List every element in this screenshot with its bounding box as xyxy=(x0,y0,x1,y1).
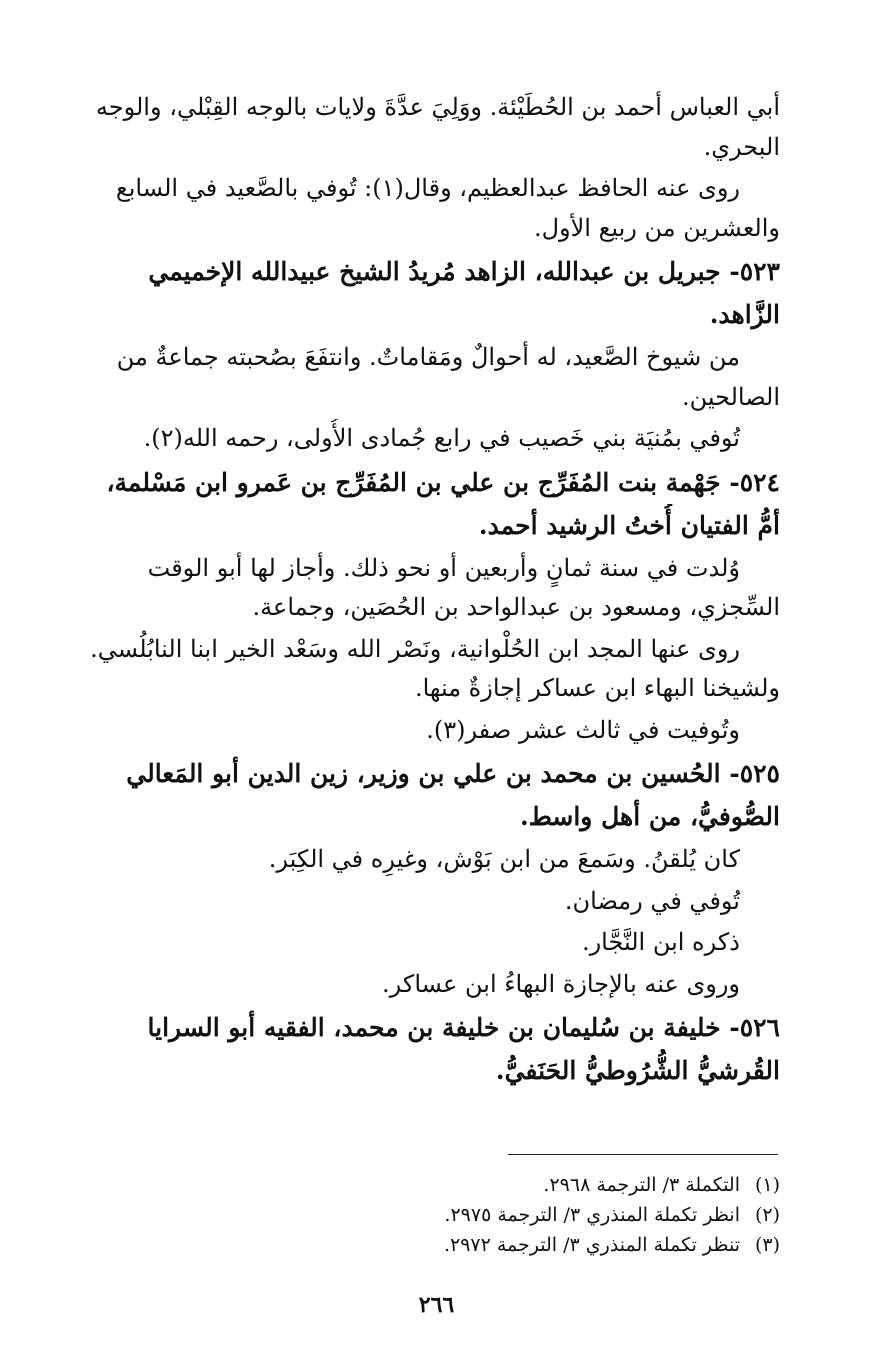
text-line: روى عنها المجد ابن الحُلْوانية، ونَصْر الله وسَعْد الخير ابنا النابُلُسي. xyxy=(90,634,740,663)
footnote-number: (٢) xyxy=(754,1204,780,1226)
text-line: تُوفي في رمضان. xyxy=(564,886,740,915)
paragraph xyxy=(38,630,780,709)
paragraph xyxy=(38,882,780,922)
text-line: وتُوفيت في ثالث عشر صفر(٣). xyxy=(426,715,740,744)
text-line: ٥٢٦- خليفة بن سُليمان بن خليفة بن محمد، الفقيه أبو السرايا xyxy=(147,1013,780,1042)
entry-heading xyxy=(38,752,780,838)
footnote-text: انظر تكملة المنذري ٣/ الترجمة ٢٩٧٥. xyxy=(444,1204,740,1226)
text-line: السِّجزي، ومسعود بن عبدالواحد بن الحُصَين، وجماعة. xyxy=(252,593,780,621)
text-line: الصُّوفيُّ، من أهل واسط. xyxy=(519,802,780,831)
text-line: ولشيخنا البهاء ابن عساكر إجازةٌ منها. xyxy=(414,674,780,702)
text-line: من شيوخ الصَّعيد، له أحوالٌ ومَقاماتٌ. وانتفَعَ بصُحبته جماعةٌ من xyxy=(116,343,740,371)
text-line: تُوفي بمُنيَة بني خَصيب في رابع جُمادى الأُولى، رحمه الله(٢). xyxy=(143,424,740,452)
paragraph xyxy=(38,549,780,628)
entry-heading xyxy=(38,461,780,547)
text-line: أمُّ الفتيان أُختُ الرشيد أحمد. xyxy=(478,510,780,540)
paragraph xyxy=(38,923,780,963)
text-line: البحري. xyxy=(703,132,780,161)
text-line: وُلدت في سنة ثمانٍ وأربعين أو نحو ذلك. وأجاز لها أبو الوقت xyxy=(147,553,740,582)
footnote xyxy=(380,1230,780,1260)
footnotes xyxy=(380,1170,780,1260)
footnote-number: (٣) xyxy=(754,1234,780,1256)
text-line: الزَّاهد. xyxy=(709,300,780,329)
paragraph xyxy=(38,338,780,417)
text-line: ذكره ابن النَّجَّار. xyxy=(581,928,740,956)
paragraph xyxy=(38,88,780,167)
paragraph xyxy=(38,711,780,751)
text-line: والعشرين من ربيع الأول. xyxy=(533,213,780,242)
footnote xyxy=(380,1200,780,1230)
text-line: أبي العباس أحمد بن الحُطَيْئة. ووَلِيَ عدَّةَ ولايات بالوجه القِبْلي، والوجه xyxy=(95,93,780,121)
footnote-separator xyxy=(508,1154,778,1155)
paragraph xyxy=(38,840,780,880)
text-line: كان يُلقنُ. وسَمعَ من ابن بَوْش، وغيرِه في الكِبَر. xyxy=(268,845,740,873)
text-line: القُرشيُّ الشُّرُوطيُّ الحَنَفيُّ. xyxy=(495,1056,780,1085)
entry-heading xyxy=(38,1006,780,1092)
footnote-text: تنظر تكملة المنذري ٣/ الترجمة ٢٩٧٢. xyxy=(443,1234,740,1256)
footnote xyxy=(380,1170,780,1200)
entry-heading xyxy=(38,250,780,336)
footnote-text: التكملة ٣/ الترجمة ٢٩٦٨. xyxy=(543,1174,740,1196)
page-number: ٢٦٦ xyxy=(418,1292,455,1318)
text-line: الصالحين. xyxy=(681,382,780,411)
text-line: ٥٢٤- جَهْمة بنت المُفَرِّج بن علي بن المُفَرِّج بن عَمرو ابن مَسْلمة، xyxy=(106,467,780,497)
text-line: ٥٢٣- جبريل بن عبدالله، الزاهد مُريدُ الشيخ عبيدالله الإخميمي xyxy=(148,257,780,286)
paragraph xyxy=(38,419,780,459)
text-line: روى عنه الحافظ عبدالعظيم، وقال(١): تُوفي بالصَّعيد في السابع xyxy=(115,174,740,202)
text-line: ٥٢٥- الحُسين بن محمد بن علي بن وزير، زين الدين أبو المَعالي xyxy=(126,759,780,788)
paragraph xyxy=(38,965,780,1005)
text-line: وروى عنه بالإجازة البهاءُ ابن عساكر. xyxy=(382,969,740,998)
page-body xyxy=(38,88,780,1094)
paragraph xyxy=(38,169,780,248)
footnote-number: (١) xyxy=(754,1174,780,1196)
